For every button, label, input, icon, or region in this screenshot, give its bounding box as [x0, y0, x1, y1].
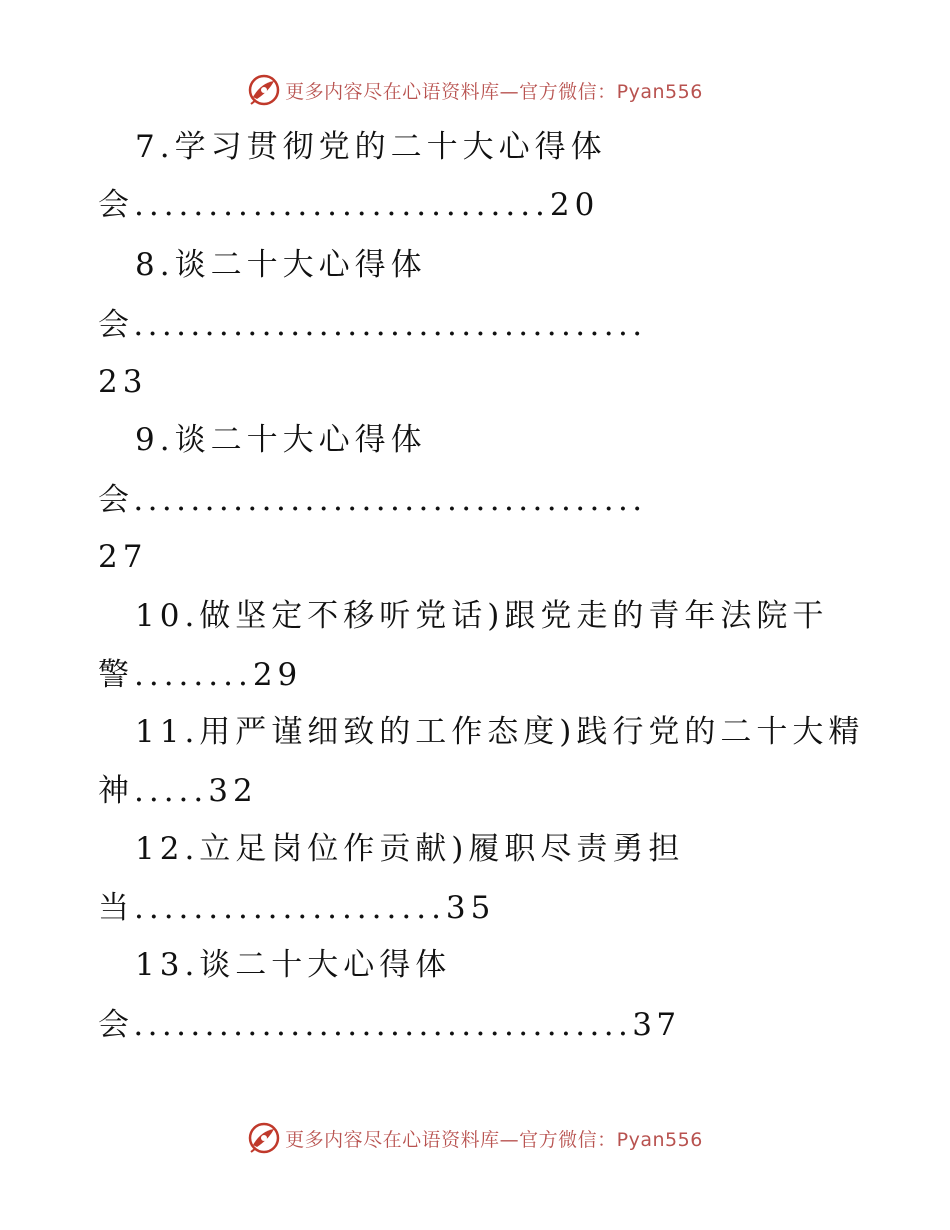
toc-entry-8-leader[interactable]: 会.................................... — [98, 307, 647, 343]
toc-entry-11-leader[interactable]: 神.....32 — [98, 773, 258, 809]
header-banner-text: 更多内容尽在心语资料库—官方微信：Pyan556 — [285, 80, 703, 103]
toc-entry-8-page[interactable]: 23 — [98, 364, 148, 400]
toc-entry-12-title[interactable]: 12.立足岗位作贡献)履职尽责勇担 — [135, 831, 685, 867]
toc-entry-13-leader[interactable]: 会...................................37 — [98, 1007, 681, 1043]
toc-entry-7-title[interactable]: 7.学习贯彻党的二十大心得体 — [135, 129, 607, 165]
toc-entry-9-page[interactable]: 27 — [98, 539, 148, 575]
pen-nib-logo-icon — [247, 1121, 281, 1155]
pen-nib-logo-icon — [247, 73, 281, 107]
toc-entry-10-leader[interactable]: 警........29 — [98, 657, 303, 693]
toc-entry-13-title[interactable]: 13.谈二十大心得体 — [135, 947, 452, 983]
footer-banner — [0, 1118, 950, 1158]
toc-entry-11-title[interactable]: 11.用严谨细致的工作态度)践行党的二十大精 — [135, 714, 865, 750]
toc-entry-12-leader[interactable]: 当.....................35 — [98, 890, 496, 926]
footer-banner-text: 更多内容尽在心语资料库—官方微信：Pyan556 — [285, 1128, 703, 1151]
toc-entry-9-leader[interactable]: 会.................................... — [98, 482, 647, 518]
toc-entry-10-title[interactable]: 10.做坚定不移听党话)跟党走的青年法院干 — [135, 598, 829, 634]
toc-entry-9-title[interactable]: 9.谈二十大心得体 — [135, 422, 427, 458]
header-banner — [0, 70, 950, 110]
toc-entry-7-leader[interactable]: 会............................20 — [98, 187, 600, 223]
toc-entry-8-title[interactable]: 8.谈二十大心得体 — [135, 247, 427, 283]
